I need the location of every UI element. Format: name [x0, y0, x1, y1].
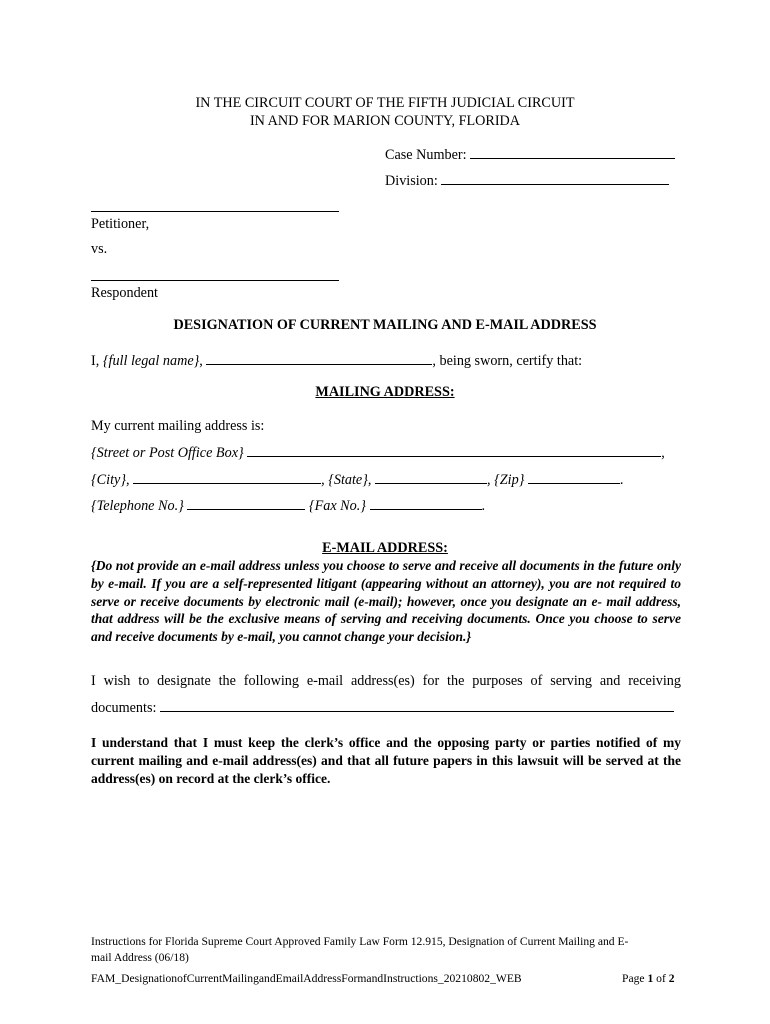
- designate-text: I wish to designate the following e-mail address(es) for the purposes of serving and receiving: [91, 673, 681, 689]
- city-state-zip-row: {City}, , {State}, , {Zip} .: [91, 472, 624, 488]
- city-field[interactable]: [133, 471, 321, 484]
- mailing-intro: My current mailing address is:: [91, 418, 265, 434]
- division-row: [385, 172, 669, 190]
- zip-field[interactable]: [528, 471, 620, 484]
- state-label: {State}: [328, 472, 368, 488]
- email-instructions: {Do not provide an e-mail address unless you choose to serve and receive all documents in the future only by e-mail. If you are a self-represented litigant (appearing without an attorney), you are not required to serve or receive documents by electronic mail (e-mail); however, once you designate an e- mail address, that address will be the exclusive means of serving and receiving documents. Once you choose to serve and receive documents by e-mail, you cannot change your decision.}: [91, 558, 681, 645]
- acknowledgment-text: I understand that I must keep the clerk’s office and the opposing party or parties notified of my current mailing and e-mail address(es) and that all future papers in this lawsuit will be served at the address(es) on record at the clerk’s office.: [91, 735, 681, 786]
- street-row: {Street or Post Office Box} ,: [91, 445, 665, 461]
- court-header-line2: IN AND FOR MARION COUNTY, FLORIDA: [249, 113, 521, 129]
- city-label: {City}: [91, 472, 126, 488]
- oath-line: I, {full legal name}, , being sworn, certify that:: [91, 353, 583, 369]
- case-number-label: Case Number:: [385, 147, 467, 163]
- footer-instructions: [91, 934, 681, 966]
- vs-label: vs.: [91, 241, 108, 257]
- fax-field[interactable]: [370, 497, 482, 510]
- footer-filename: FAM_DesignationofCurrentMailingandEmailAddressFormandInstructions_20210802_WEB: [91, 972, 522, 985]
- oath-prefix: I,: [91, 353, 103, 369]
- full-legal-name-label: {full legal name}: [102, 353, 200, 369]
- page-current: 1: [647, 972, 654, 985]
- form-title: DESIGNATION OF CURRENT MAILING AND E-MAIL ADDRESS: [173, 317, 597, 333]
- fax-label: {Fax No.}: [308, 498, 366, 514]
- petitioner-label: Petitioner,: [91, 216, 150, 232]
- footer-instructions-line1: Instructions for Florida Supreme Court Approved Family Law Form 12.915, Designation of Current Mailing and E-: [91, 935, 629, 948]
- documents-label: documents:: [91, 700, 157, 716]
- email-address-heading: E-MAIL ADDRESS:: [322, 540, 448, 556]
- full-legal-name-field[interactable]: [206, 352, 432, 365]
- petitioner-name-line[interactable]: [91, 211, 339, 212]
- respondent-name-line[interactable]: [91, 280, 339, 281]
- footer-instructions-line2: mail Address (06/18): [91, 951, 189, 964]
- case-number-field[interactable]: [470, 146, 675, 159]
- court-header-line1: IN THE CIRCUIT COURT OF THE FIFTH JUDICIAL CIRCUIT: [195, 95, 575, 111]
- street-field[interactable]: [247, 444, 661, 457]
- division-field[interactable]: [441, 172, 669, 185]
- respondent-label: Respondent: [91, 285, 158, 301]
- mailing-address-heading: MAILING ADDRESS:: [315, 384, 455, 400]
- zip-label: {Zip}: [494, 472, 525, 488]
- state-field[interactable]: [375, 471, 487, 484]
- email-address-field[interactable]: [160, 699, 674, 712]
- street-label: {Street or Post Office Box}: [91, 445, 244, 461]
- page-total: 2: [668, 972, 675, 985]
- phone-fax-row: {Telephone No.} {Fax No.} .: [91, 498, 486, 514]
- oath-suffix: , being sworn, certify that:: [432, 353, 583, 369]
- division-label: Division:: [385, 173, 438, 189]
- telephone-field[interactable]: [187, 497, 305, 510]
- page-number: Page 1 of 2: [622, 972, 675, 985]
- case-number-row: [385, 146, 675, 164]
- documents-row: [91, 699, 674, 717]
- telephone-label: {Telephone No.}: [91, 498, 184, 514]
